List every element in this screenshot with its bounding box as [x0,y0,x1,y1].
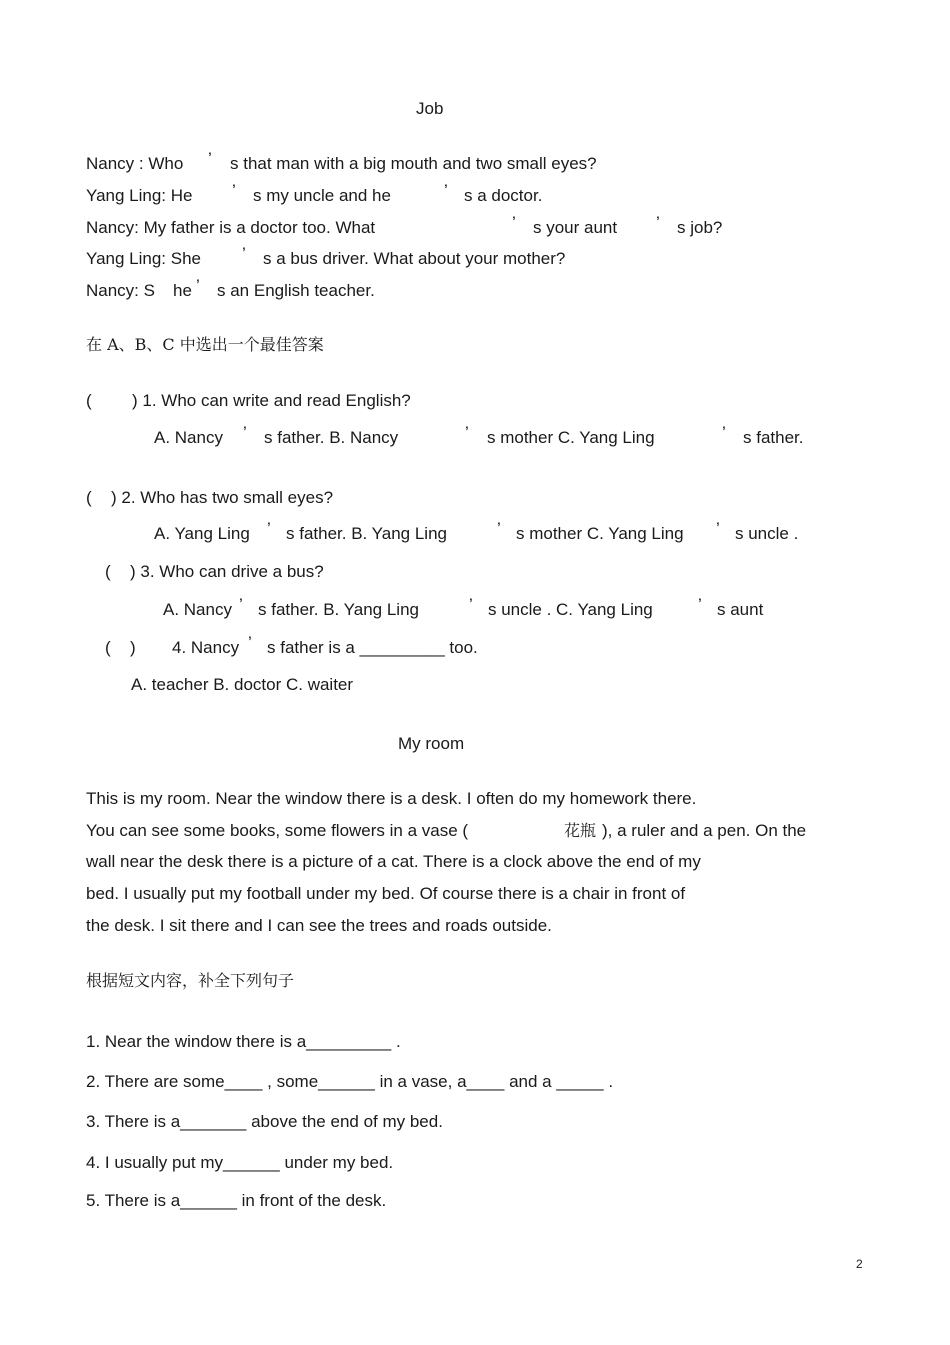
option-text: s uncle . C. Yang Ling [488,600,653,619]
apostrophe: ’ [722,423,726,442]
option-text: A. Yang Ling [154,524,250,543]
option-text: s father. B. Yang Ling [258,600,419,619]
question-paren-open: ( [86,391,92,410]
option-text: A. teacher B. doctor C. waiter [131,675,354,694]
fill-in-item: 2. There are some____ , some______ in a vase, a____ and a _____ . [86,1072,614,1091]
question-paren-open: ( [105,638,111,657]
dialogue-line: s your aunt [533,218,618,237]
job-title: Job [416,99,444,118]
page-number: 2 [856,1257,863,1271]
apostrophe: ’ [208,149,212,168]
room-title: My room [398,734,465,753]
apostrophe: ’ [497,519,501,538]
question-stem: ) 2. Who has two small eyes? [111,488,334,507]
passage-line: This is my room. Near the window there is a desk. I often do my homework there. [86,789,697,808]
question-stem: s father is a _________ too. [267,638,478,657]
apostrophe: ’ [267,519,271,538]
question-paren-open: ( [105,562,111,581]
apostrophe: ’ [656,213,660,232]
question-paren-close: ) [130,638,136,657]
passage-line: wall near the desk there is a picture of a cat. There is a clock above the end of my [86,852,701,871]
option-text: s mother C. Yang Ling [516,524,684,543]
apostrophe: ’ [242,244,246,263]
dialogue-line: s my uncle and he [253,186,391,205]
dialogue-line: Nancy: My father is a doctor too. What [86,218,376,237]
option-text: s father. B. Yang Ling [286,524,447,543]
option-text: A. Nancy [163,600,232,619]
dialogue-line: he [173,281,192,300]
dialogue-line: s an English teacher. [217,281,375,300]
fill-in-item: 5. There is a______ in front of the desk. [86,1191,387,1210]
dialogue-line: Yang Ling: He [86,186,193,205]
apostrophe: ’ [512,213,516,232]
option-text: A. Nancy [154,428,223,447]
fill-in-item: 4. I usually put my______ under my bed. [86,1153,394,1172]
option-text: s father. [743,428,804,447]
option-text: s mother C. Yang Ling [487,428,655,447]
passage-line: ), a ruler and a pen. On the [602,821,807,840]
passage-line: the desk. I sit there and I can see the trees and roads outside. [86,916,552,935]
job-instruction: 在 A、B、C 中选出一个最佳答案 [86,335,324,354]
dialogue-line: Nancy : Who [86,154,184,173]
option-text: s aunt [717,600,764,619]
apostrophe: ’ [469,595,473,614]
option-text: s uncle . [735,524,799,543]
question-stem: ) 3. Who can drive a bus? [130,562,324,581]
dialogue-line: s a doctor. [464,186,543,205]
question-paren-open: ( [86,488,92,507]
dialogue-line: s a bus driver. What about your mother? [263,249,566,268]
passage-line: You can see some books, some flowers in a vase ( [86,821,469,840]
dialogue-line: Yang Ling: She [86,249,201,268]
dialogue-line: s job? [677,218,723,237]
fill-in-item: 1. Near the window there is a_________ . [86,1032,401,1051]
apostrophe: ’ [243,423,247,442]
apostrophe: ’ [248,633,252,652]
apostrophe: ’ [232,181,236,200]
apostrophe: ’ [196,276,200,295]
apostrophe: ’ [716,519,720,538]
passage-chinese-gloss: 花瓶 [564,821,597,840]
apostrophe: ’ [444,181,448,200]
question-stem: ) 1. Who can write and read English? [132,391,411,410]
apostrophe: ’ [239,595,243,614]
fill-in-item: 3. There is a_______ above the end of my bed. [86,1112,443,1131]
apostrophe: ’ [698,595,702,614]
question-stem: 4. Nancy [172,638,240,657]
apostrophe: ’ [465,423,469,442]
passage-line: bed. I usually put my football under my bed. Of course there is a chair in front of [86,884,686,903]
dialogue-line: Nancy: S [86,281,155,300]
dialogue-line: s that man with a big mouth and two small eyes? [230,154,597,173]
room-instruction: 根据短文内容，补全下列句子 [86,971,295,990]
option-text: s father. B. Nancy [264,428,399,447]
